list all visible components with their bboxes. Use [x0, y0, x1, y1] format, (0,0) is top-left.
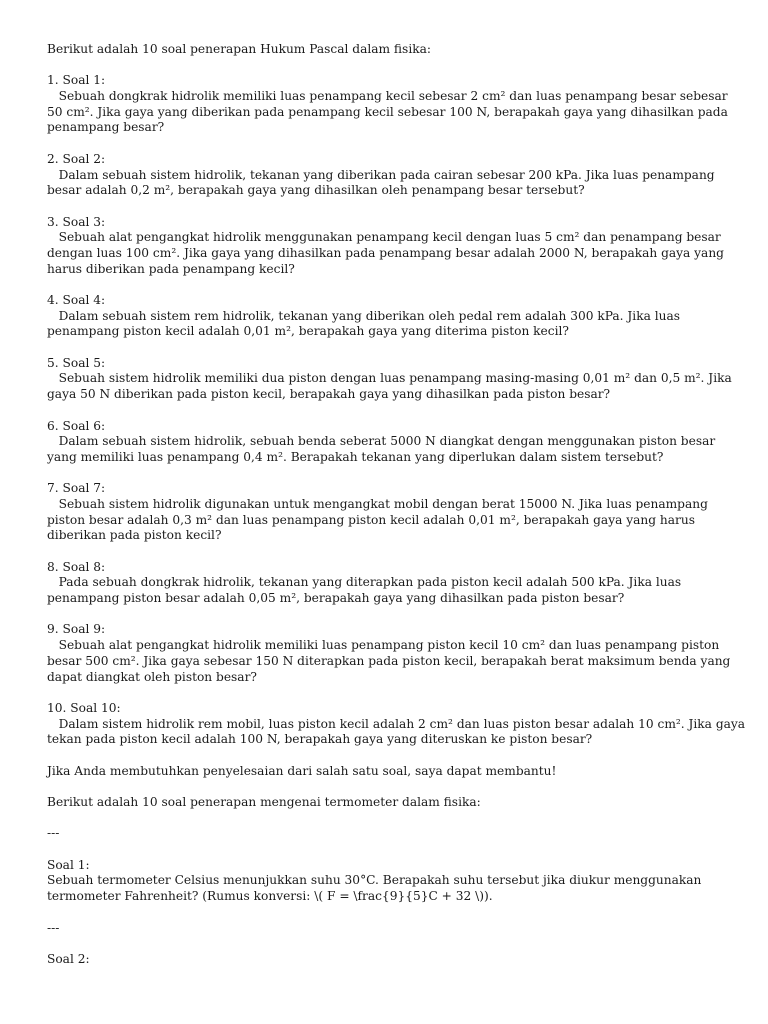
- text-line: Soal 1:: [47, 857, 90, 872]
- blank-line: [47, 340, 727, 356]
- text-line: 9. Soal 9:: [47, 622, 106, 637]
- text-line: Sebuah sistem hidrolik memiliki dua piston dengan luas penampang masing-masing 0,01 m² dan 0,5 m². Jika: [47, 371, 732, 386]
- text-line: Sebuah sistem hidrolik digunakan untuk mengangkat mobil dengan berat 15000 N. Jika luas penampang: [47, 496, 708, 511]
- text-line: Sebuah termometer Celsius menunjukkan suhu 30°C. Berapakah suhu tersebut jika diukur menggunakan: [47, 873, 702, 888]
- text-line: Berikut adalah 10 soal penerapan mengenai termometer dalam fisika:: [47, 795, 481, 809]
- text-line: Berikut adalah 10 soal penerapan Hukum Pascal dalam fisika:: [47, 42, 431, 56]
- text-line: dapat diangkat oleh piston besar?: [47, 669, 257, 684]
- text-line: harus diberikan pada penampang kecil?: [47, 261, 295, 276]
- blank-line: [47, 58, 727, 74]
- blank-line: [47, 466, 727, 482]
- blank-line: [47, 811, 727, 827]
- blank-line: [47, 544, 727, 560]
- text-line: gaya 50 N diberikan pada piston kecil, berapakah gaya yang dihasilkan pada piston besar?: [47, 387, 611, 402]
- text-line: Dalam sebuah sistem hidrolik, sebuah benda seberat 5000 N diangkat dengan menggunakan piston besar: [47, 434, 716, 449]
- text-line: 10. Soal 10:: [47, 700, 121, 715]
- text-line: yang memiliki luas penampang 0,4 m². Berapakah tekanan yang diperlukan dalam sistem tersebut?: [47, 449, 664, 464]
- text-line: diberikan pada piston kecil?: [47, 528, 222, 543]
- blank-line: [47, 748, 727, 764]
- text-line: Jika Anda membutuhkan penyelesaian dari salah satu soal, saya dapat membantu!: [47, 763, 557, 778]
- blank-line: [47, 842, 727, 858]
- text-line: termometer Fahrenheit? (Rumus konversi: \( F = \frac{9}{5}C + 32 \)).: [47, 889, 493, 904]
- text-line: Sebuah alat pengangkat hidrolik menggunakan penampang kecil dengan luas 5 cm² dan penampang besar: [47, 230, 721, 245]
- text-line: 5. Soal 5:: [47, 355, 106, 370]
- blank-line: [47, 905, 727, 921]
- text-line: Dalam sebuah sistem hidrolik, tekanan yang diberikan pada cairan sebesar 200 kPa. Jika luas penampang: [47, 167, 715, 182]
- blank-line: [47, 136, 727, 152]
- text-line: Dalam sistem hidrolik rem mobil, luas piston kecil adalah 2 cm² dan luas piston besar adalah 10 cm². Jika gaya: [47, 716, 746, 731]
- document-body: [47, 42, 746, 968]
- text-line: Sebuah alat pengangkat hidrolik memiliki luas penampang piston kecil 10 cm² dan luas penampang piston: [47, 638, 720, 653]
- text-line: piston besar adalah 0,3 m² dan luas penampang piston kecil adalah 0,01 m², berapakah gaya yang harus: [47, 512, 695, 527]
- text-line: Soal 2:: [47, 951, 90, 966]
- text-line: tekan pada piston kecil adalah 100 N, berapakah gaya yang diteruskan ke piston besar?: [47, 732, 593, 747]
- blank-line: [47, 403, 727, 419]
- text-line: penampang piston kecil adalah 0,01 m², berapakah gaya yang diterima piston kecil?: [47, 324, 569, 339]
- text-line: 7. Soal 7:: [47, 481, 106, 496]
- text-line: 2. Soal 2:: [47, 151, 106, 166]
- blank-line: [47, 936, 727, 952]
- text-line: 3. Soal 3:: [47, 214, 106, 229]
- blank-line: [47, 277, 727, 293]
- blank-line: [47, 607, 727, 623]
- text-line: 1. Soal 1:: [47, 73, 106, 88]
- blank-line: [47, 685, 727, 701]
- text-line: 50 cm². Jika gaya yang diberikan pada penampang kecil sebesar 100 N, berapakah gaya yang dihasilkan pada: [47, 104, 728, 119]
- text-line: Pada sebuah dongkrak hidrolik, tekanan yang diterapkan pada piston kecil adalah 500 kPa. Jika luas: [47, 575, 682, 590]
- text-line: Sebuah dongkrak hidrolik memiliki luas penampang kecil sebesar 2 cm² dan luas penampang besar sebesar: [47, 89, 728, 104]
- blank-line: [47, 199, 727, 215]
- text-line: penampang piston besar adalah 0,05 m², berapakah gaya yang dihasilkan pada piston besar?: [47, 591, 625, 606]
- text-line: 6. Soal 6:: [47, 418, 106, 433]
- text-line: besar 500 cm². Jika gaya sebesar 150 N diterapkan pada piston kecil, berapakah berat maksimum benda yang: [47, 653, 731, 668]
- text-line: 4. Soal 4:: [47, 293, 106, 307]
- text-line: Dalam sebuah sistem rem hidrolik, tekanan yang diberikan oleh pedal rem adalah 300 kPa. Jika luas: [47, 308, 680, 323]
- blank-line: [47, 779, 727, 795]
- text-line: penampang besar?: [47, 120, 165, 135]
- text-line: besar adalah 0,2 m², berapakah gaya yang dihasilkan oleh penampang besar tersebut?: [47, 183, 585, 198]
- text-line: 8. Soal 8:: [47, 559, 106, 574]
- text-line: ---: [47, 920, 60, 935]
- text-line: ---: [47, 826, 60, 841]
- text-line: dengan luas 100 cm². Jika gaya yang dihasilkan pada penampang besar adalah 2000 N, berapakah gaya yang: [47, 245, 724, 260]
